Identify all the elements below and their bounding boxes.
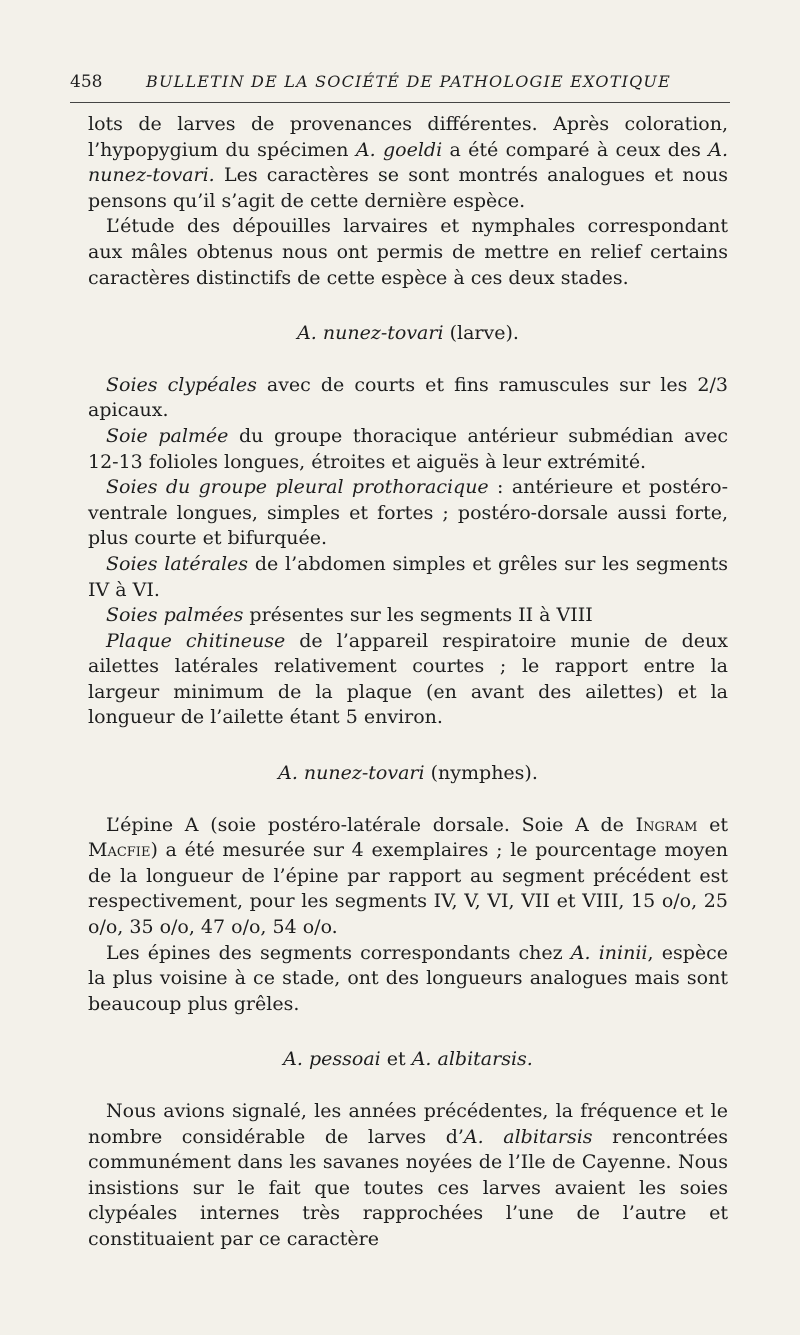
paragraph: L’étude des dépouilles larvaires et nymphales correspondant aux mâles obtenus nous ont permis de mettre en relief certains caractères distinctifs de cette espèce à ces deux stades. [88,215,728,289]
species-name: A. goeldi [355,138,443,161]
species-name: A. ininii [570,941,648,964]
body-text [88,112,728,1253]
text-run: L’épine A (soie postéro-latérale dorsale. Soie A de [106,813,636,836]
text-run: (larve). [443,322,519,345]
species-name: A. nunez-tovari [278,762,425,785]
item-label: Plaque chitineuse [106,629,286,652]
author-name: Macfie [88,839,151,862]
list-item [88,475,728,552]
section-heading-pessoai-albitarsis [88,1047,728,1073]
species-name: A. albitarsis [463,1125,593,1148]
text-run: lots de larves de provenances différentes. Après coloration, l’hypopygium du spécimen [88,113,728,161]
paragraph [88,1099,728,1253]
text-run: Nous avions signalé, les années précédentes, la fréquence et le nombre considérable de larves d’ [88,1100,728,1148]
species-name: A. nunez-tovari [297,322,444,345]
species-name: A. nunez-tovari. [88,138,729,187]
item-label: Soie palmée [106,424,229,447]
list-item [88,629,728,731]
section-heading-larve [88,321,728,347]
text-run: et [697,813,728,836]
text-run: , espèce la plus voisine à ce stade, ont des longueurs analogues mais sont beaucoup plus grêles. [88,941,728,1015]
header-rule [70,102,730,103]
text-run: Les caractères se sont montrés analogues et nous pensons qu’il s’agit de cette dernière espèce. [88,164,728,212]
paragraph [88,813,728,941]
species-name: A. albitarsis. [411,1048,533,1071]
running-title: BULLETIN DE LA SOCIÉTÉ DE PATHOLOGIE EXOTIQUE [146,72,671,91]
author-name: Ingram [635,813,698,836]
page-number: 458 [70,72,103,92]
paragraph [88,112,728,214]
item-text: du groupe thoracique antérieur submédian avec 12-13 folioles longues, étroites et aiguës à leur extrémité. [88,424,728,473]
section-heading-nymphes [88,761,728,787]
text-run: ) a été mesurée sur 4 exemplaires ; le pourcentage moyen de la longueur de l’épine par rapport au segment précédent est respectivement, pour les segments IV, V, VI, VII et VIII, 15 o/o, 25 o/o, 35 o/o, 47 o/o, 54 o/o. [88,839,728,939]
text-run: et [380,1048,412,1071]
list-item [88,424,728,475]
item-text: de l’appareil respiratoire munie de deux ailettes latérales relativement courtes ; le rapport entre la largeur minimum de la plaque (en avant des ailettes) et la longueur de l’ailette étant 5 environ. [88,629,728,729]
item-label: Soies du groupe pleural prothoracique [106,476,489,499]
paragraph [88,941,728,1018]
item-text: présentes sur les segments II à VIII [243,604,593,627]
text-run: a été comparé à ceux des [442,138,709,161]
item-text: avec de courts et fins ramuscules sur les 2/3 apicaux. [88,373,728,422]
running-header [70,66,730,96]
list-item [88,603,728,629]
item-label: Soies latérales [106,552,249,575]
species-name: A. pessoai [283,1048,381,1071]
item-label: Soies clypéales [106,373,257,396]
text-run: rencontrées communément dans les savanes noyées de l’Ile de Cayenne. Nous insistions sur le fait que toutes ces larves avaient les soies clypéales internes très rapprochées l’une de l’autre et constituaient par ce caractère [88,1125,728,1250]
list-item [88,552,728,603]
item-text: de l’abdomen simples et grêles sur les segments IV à VI. [88,552,728,601]
text-run: (nymphes). [424,762,538,785]
list-item [88,373,728,424]
text-run: Les épines des segments correspondants chez [106,941,571,964]
item-text: : antérieure et postéro-ventrale longues, simples et fortes ; postéro-dorsale aussi forte, plus courte et bifurquée. [88,476,728,550]
item-label: Soies palmées [106,604,244,627]
